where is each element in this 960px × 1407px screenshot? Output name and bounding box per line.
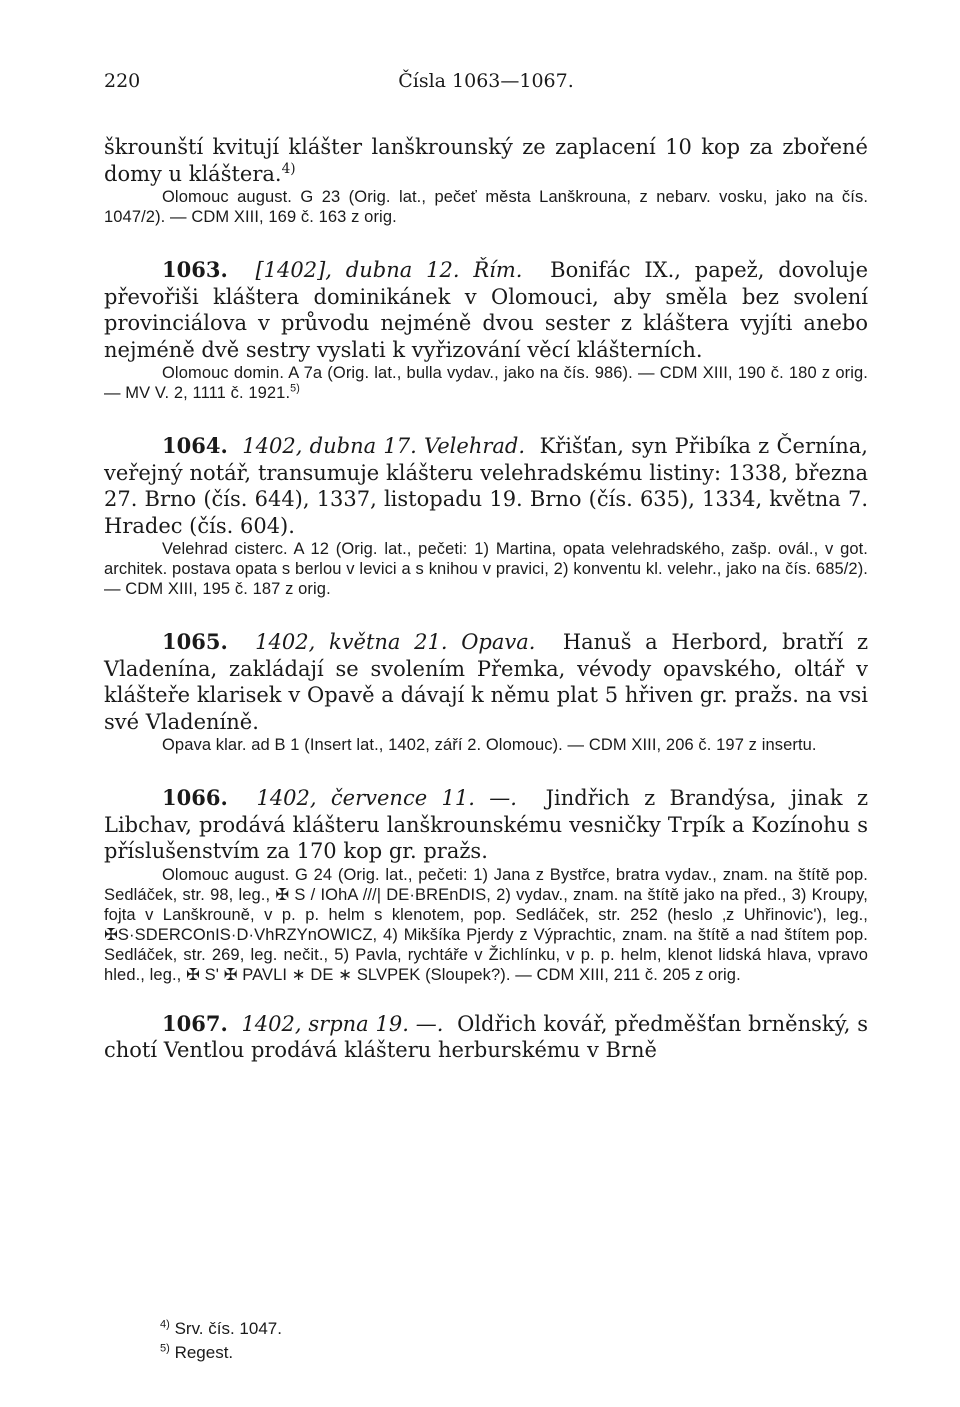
footnote-mark: 5) [160, 1342, 170, 1355]
page-number: 220 [104, 70, 141, 92]
footnotes [160, 1317, 282, 1365]
entry-date: 1402, dubna 17. Velehrad. [242, 434, 526, 458]
entry-text [104, 629, 868, 735]
entry-1067 [104, 1011, 868, 1064]
footnote [160, 1317, 282, 1341]
entry-text [104, 257, 868, 363]
entry-number: 1067. [162, 1010, 228, 1036]
entry-1063 [104, 257, 868, 403]
continuation-source: Olomouc august. G 23 (Orig. lat., pečeť města Lanškrouna, z nebarv. vosku, jako na čís. 1047/2). — CDM XIII, 169 č. 163 z orig. [104, 188, 868, 226]
footnote-text: Regest. [174, 1343, 234, 1362]
footnote-ref: 4) [281, 160, 296, 177]
continuation-text: škrounští kvitují klášter lanškrounský ze zaplacení 10 kop za zbořené domy u kláštera.$^{4)}$ [104, 135, 868, 186]
entry-source: Olomouc august. G 24 (Orig. lat., pečeti: 1) Jana z Bystřce, bratra vydav., znam. na štítě pop. Sedláček, str. 98, leg., ✠ S / IOhA ///| DE·BREnDIS, 2) vydav., znam. na štítě jako na před., 3) Kroupy, fojta v Lanškrouně, v p. p. helm s klenotem, pop. Sedláček, str. 252 (heslo ‚z Uhřinovic'), leg., ✠S·SDERCOnIS·D·VhRZYnOWICZ, 4) Mikšíka Pjerdy z Výprachtic, znam. na štítě a nad štítem pop. Sedláček, str. 269, leg. nečit., 5) Pavla, rychtáře v Žichlínku, v p. p. helm, klenot lidská hlava, vpravo hled., leg., ✠ S' ✠ PAVLI ∗ DE ∗ SLVPEK (Sloupek?). — CDM XIII, 211 č. 205 z orig. [104, 865, 868, 984]
footnote [160, 1341, 282, 1365]
entry-1065 [104, 629, 868, 755]
entry-number: 1065. [162, 629, 228, 654]
entry-1066 [104, 785, 868, 985]
running-title: Čísla 1063—1067. [398, 70, 574, 92]
entry-text [104, 433, 868, 539]
entry-body: Bonifác IX., papež, dovoluje převořiši kláštera dominikánek v Olomouci, aby směla bez svolení provinciálova v průvodu nejméně dvou sester z kláštera vyjíti anebo nejméně dvě sestry vyslati k vyřizování věcí klášterních. [104, 258, 868, 362]
entry-body: Hanuš a Herbord, bratří z Vladenína, zakládají se svolením Přemka, vévody opavského, oltář v klášteře klarisek v Opavě a dávají k němu plat 5 hřiven gr. pražs. na vsi své Vladeníně. [104, 630, 869, 734]
entry-number: 1064. [162, 433, 228, 458]
footnote-mark: 4) [160, 1318, 170, 1331]
entry-date: 1402, července 11. —. [256, 786, 517, 810]
entry-source: Olomouc domin. A 7a (Orig. lat., bulla vydav., jako na čís. 986). — CDM XIII, 190 č. 180 z orig. — MV V. 2, 1111 č. 1921.$^{5)}$ [104, 364, 868, 402]
entry-body: Oldřich kovář, předměšťan brněnský, s chotí Ventlou prodává klášteru herburskému v Brně [104, 1011, 868, 1062]
entry-date: [1402], dubna 12. Řím. [255, 258, 523, 282]
entry-date: 1402, května 21. Opava. [255, 630, 536, 654]
entry-date: 1402, srpna 19. —. [241, 1011, 444, 1036]
entry-body: Jindřich z Brandýsa, jinak z Libchav, prodává klášteru lanškrounskému vesničky Trpík a Kozínohu s příslušenstvím za 170 kop gr. pražs. [104, 786, 869, 863]
entry-number: 1063. [162, 257, 228, 282]
entry-body: Křišťan, syn Přibíka z Černína, veřejný notář, transumuje klášteru velehradskému listiny: 1338, března 27. Brno (čís. 644), 1337, listopadu 19. Brno (čís. 635), 1334, května 7. Hradec (čís. 604). [104, 434, 868, 538]
entry-1064 [104, 433, 868, 599]
continuation-block [104, 134, 868, 227]
footnote-ref: 5) [290, 382, 300, 395]
entry-source: Opava klar. ad B 1 (Insert lat., 1402, září 2. Olomouc). — CDM XIII, 206 č. 197 z insertu. [162, 736, 817, 754]
entry-text [104, 785, 868, 865]
entry-number: 1066. [162, 785, 228, 810]
page-header [104, 70, 868, 102]
entry-text [104, 1011, 868, 1064]
footnote-text: Srv. čís. 1047. [174, 1319, 282, 1338]
entry-source: Velehrad cisterc. A 12 (Orig. lat., pečeti: 1) Martina, opata velehradského, zašp. ovál., v got. architek. postava opata s berlou v levici a s knihou v pravici, 2) konventu kl. velehr., jako na čís. 685/2). — CDM XIII, 195 č. 187 z orig. [104, 540, 868, 598]
